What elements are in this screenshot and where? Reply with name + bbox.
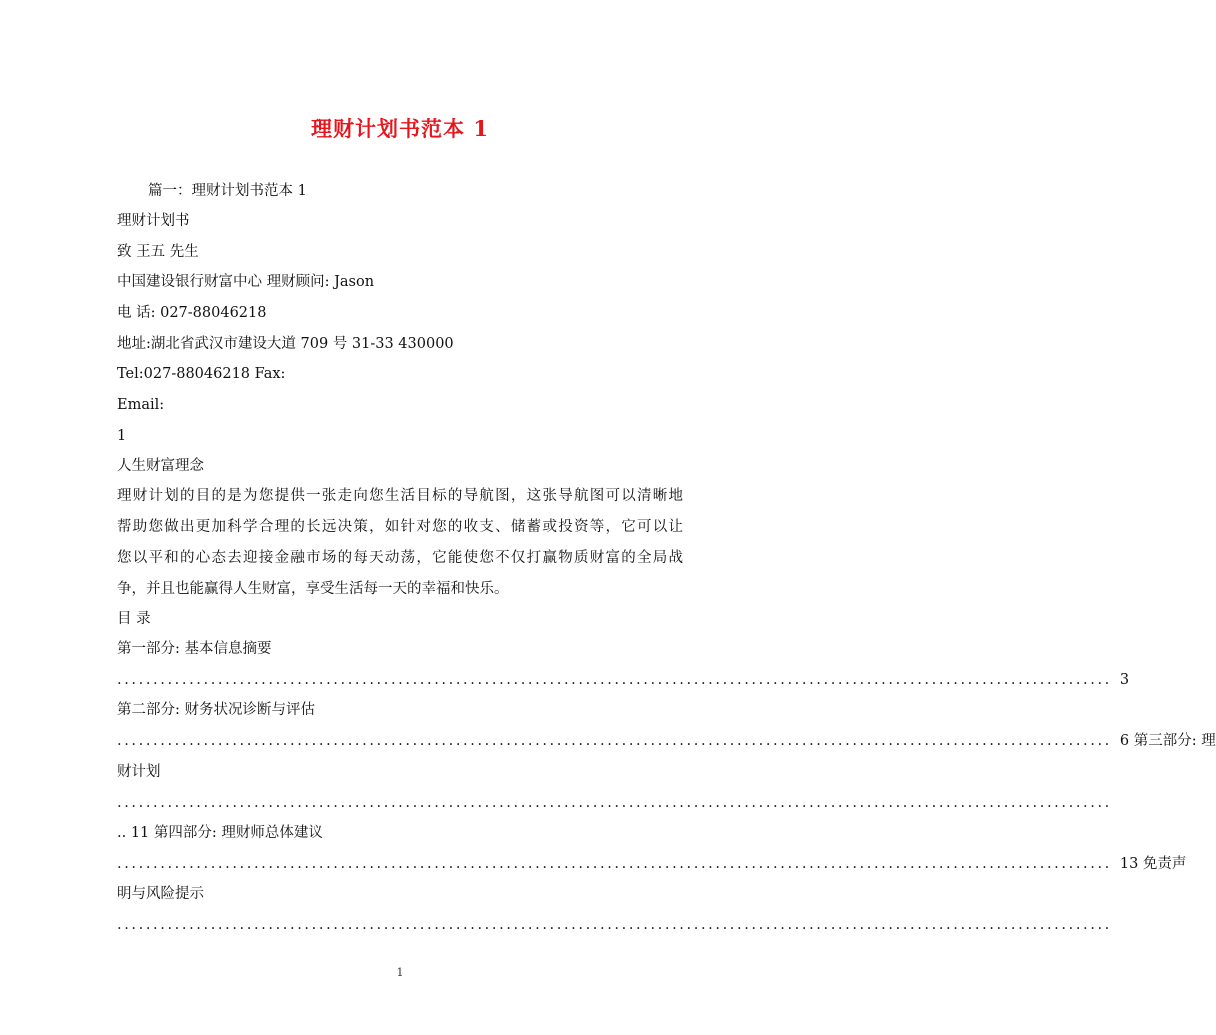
number-line: 1 [117,428,127,444]
toc-part4-leader [117,854,1187,874]
dot-leader: .......................................................................................................................................... [117,917,1112,933]
tel-fax-line: Tel:027-88046218 Fax: [117,366,286,382]
plan-title: 理财计划书 [117,213,190,229]
toc-part3-label: 财计划 [117,764,161,780]
email-line: Email: [117,397,165,413]
dot-leader: .......................................................................................................................................... [117,672,1112,688]
toc-page-number: 3 [1119,672,1130,688]
philosophy-paragraph [117,481,683,605]
dot-leader: .......................................................................................................................................... [117,733,1112,749]
toc-part3-leader [117,793,1112,813]
document-title: 理财计划书范本 1 [311,116,489,141]
page-number: 1 [396,966,404,979]
toc-page-number: 13 免责声 [1119,856,1187,872]
paragraph-line: 理财计划的目的是为您提供一张走向您生活目标的导航图，这张导航图可以清晰地 [117,488,683,504]
toc-part1-label: 第一部分: 基本信息摘要 [117,641,272,657]
philosophy-heading: 人生财富理念 [117,458,204,474]
paragraph-line: 帮助您做出更加科学合理的长远决策，如针对您的收支、储蓄或投资等，它可以让 [117,519,683,535]
toc-page-number: 11 第四部分: 理财师总体建议 [130,825,323,841]
toc-part2-label: 第二部分: 财务状况诊断与评估 [117,702,315,718]
dot-leader: .......................................................................................................................................... [117,856,1112,872]
paragraph-line: 争，并且也能赢得人生财富，享受生活每一天的幸福和快乐。 [117,581,509,597]
phone-line: 电 话: 027-88046218 [117,305,267,321]
addressee: 致 王五 先生 [117,244,199,260]
dot-leader: .......................................................................................................................................... [117,795,1112,811]
toc-part3-tail [117,823,323,843]
advisor-line: 中国建设银行财富中心 理财顾问: Jason [117,274,375,290]
toc-part1-leader [117,670,1130,690]
toc-part5-leader [117,915,1112,935]
address-line: 地址:湖北省武汉市建设大道 709 号 31-33 430000 [117,336,454,352]
paragraph-line: 您以平和的心态去迎接金融市场的每天动荡，它能使您不仅打赢物质财富的全局战 [117,550,683,566]
toc-heading: 目 录 [117,611,151,627]
toc-page-number: 6 第三部分: 理 [1119,733,1216,749]
section-heading: 篇一：理财计划书范本 1 [148,183,307,199]
toc-part2-leader [117,731,1216,751]
toc-leader-end: .. [117,825,127,841]
toc-part5-label: 明与风险提示 [117,886,204,902]
